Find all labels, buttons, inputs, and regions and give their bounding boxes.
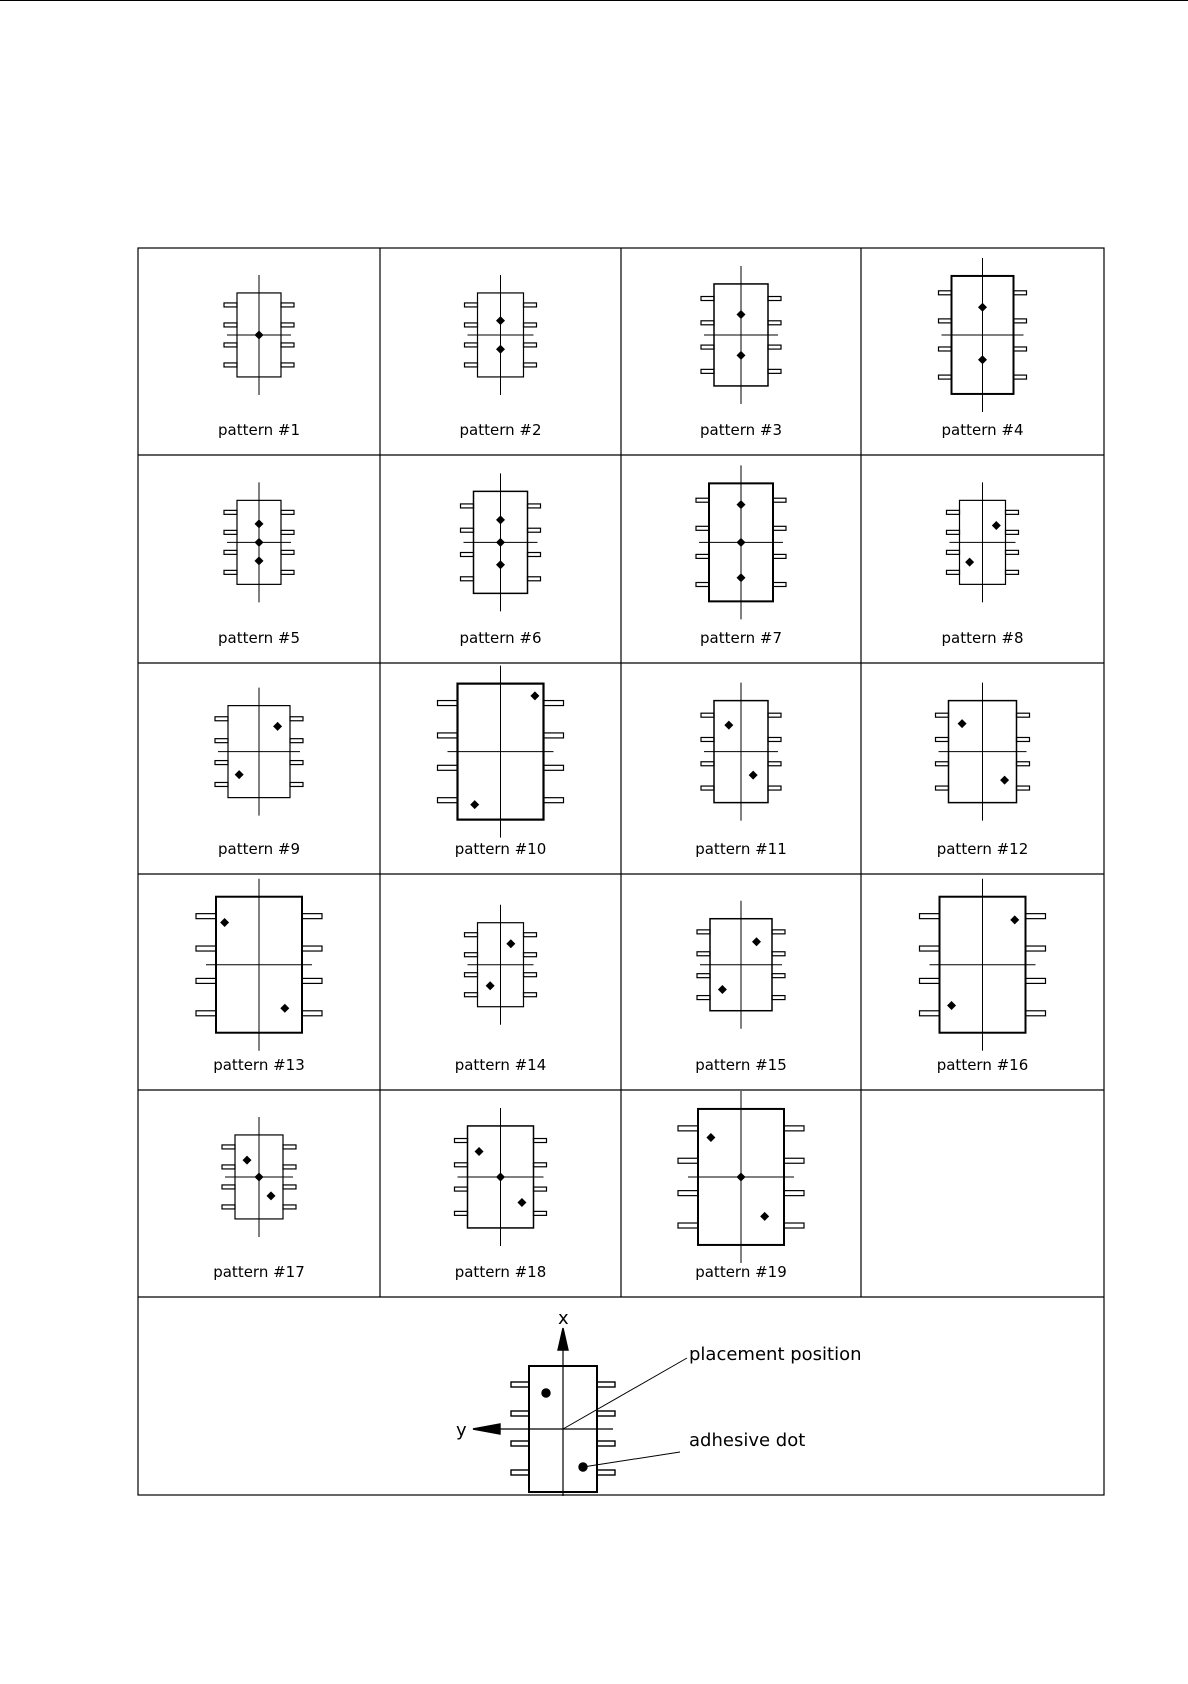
adhesive-dot-icon [486, 981, 495, 990]
component-lead [290, 782, 303, 786]
adhesive-dot-icon [470, 800, 479, 809]
component-lead [283, 1165, 296, 1169]
component-lead [534, 1187, 547, 1191]
placement-position-label: placement position [689, 1344, 862, 1365]
adhesive-dot-icon [737, 500, 746, 509]
pattern-cell [218, 482, 300, 647]
component-lead [465, 363, 478, 367]
component-lead [678, 1191, 698, 1196]
adhesive-dot-icon [718, 985, 727, 994]
component-lead [1017, 713, 1030, 717]
x-axis-arrow-icon [558, 1328, 568, 1350]
component-lead [290, 739, 303, 743]
adhesive-dot-icon [280, 1004, 289, 1013]
component-lead [224, 550, 237, 554]
adhesive-dot-icon [992, 521, 1001, 530]
adhesive-dot-icon [496, 560, 505, 569]
component-lead [939, 375, 952, 379]
adhesive-dot-icon [1000, 776, 1009, 785]
component-lead [1014, 347, 1027, 351]
adhesive-dot-icon [752, 937, 761, 946]
component-lead [224, 530, 237, 534]
component-lead [784, 1158, 804, 1163]
component-lead [528, 577, 541, 581]
component-lead [936, 737, 949, 741]
component-lead [465, 973, 478, 977]
component-lead [768, 321, 781, 325]
adhesive-dot-icon [267, 1191, 276, 1200]
component-lead [701, 321, 714, 325]
component-lead [544, 701, 564, 706]
component-lead [678, 1126, 698, 1131]
component-lead [768, 297, 781, 301]
adhesive-dot-icon [760, 1212, 769, 1221]
component-lead [224, 303, 237, 307]
component-lead [701, 345, 714, 349]
adhesive-dot-icon [496, 538, 505, 547]
component-lead [768, 762, 781, 766]
component-lead [773, 498, 786, 502]
pattern-label: pattern #15 [695, 1056, 787, 1074]
adhesive-dot-icon [255, 1172, 264, 1181]
component-lead [772, 952, 785, 956]
component-lead [768, 737, 781, 741]
adhesive-dot-icon [978, 355, 987, 364]
component-lead [283, 1205, 296, 1209]
pattern-label: pattern #7 [700, 629, 782, 647]
component-lead [222, 1205, 235, 1209]
adhesive-dot-icon [517, 1198, 526, 1207]
component-lead [678, 1158, 698, 1163]
adhesive-dot-icon [243, 1156, 252, 1165]
component-lead [939, 291, 952, 295]
component-lead [920, 946, 940, 951]
component-lead [947, 570, 960, 574]
legend-lead [511, 1382, 529, 1387]
component-lead [224, 343, 237, 347]
component-lead [1026, 946, 1046, 951]
pattern-label: pattern #6 [459, 629, 542, 647]
component-lead [936, 786, 949, 790]
component-lead [1014, 375, 1027, 379]
pattern-cell [696, 465, 786, 647]
component-lead [281, 530, 294, 534]
component-lead [222, 1185, 235, 1189]
component-lead [302, 978, 322, 983]
pattern-cell [438, 666, 564, 858]
pattern-label: pattern #10 [454, 840, 547, 858]
pattern-cell [695, 683, 787, 858]
component-lead [524, 363, 537, 367]
component-lead [281, 510, 294, 514]
component-lead [1006, 530, 1019, 534]
component-lead [936, 762, 949, 766]
component-lead [281, 303, 294, 307]
x-axis-label: x [558, 1308, 569, 1329]
component-lead [701, 786, 714, 790]
component-lead [196, 978, 216, 983]
component-lead [455, 1211, 468, 1215]
component-lead [701, 369, 714, 373]
component-lead [281, 363, 294, 367]
component-lead [224, 570, 237, 574]
component-lead [528, 528, 541, 532]
component-lead [1017, 762, 1030, 766]
component-lead [290, 761, 303, 765]
component-lead [1006, 550, 1019, 554]
pattern-label: pattern #13 [213, 1056, 305, 1074]
component-lead [784, 1223, 804, 1228]
pattern-label: pattern #3 [700, 421, 782, 439]
component-lead [524, 303, 537, 307]
adhesive-dot-icon [947, 1001, 956, 1010]
component-lead [534, 1211, 547, 1215]
component-lead [461, 553, 474, 557]
component-lead [455, 1163, 468, 1167]
component-lead [222, 1165, 235, 1169]
component-lead [528, 504, 541, 508]
pattern-label: pattern #12 [936, 840, 1029, 858]
adhesive-dot-icon [749, 771, 758, 780]
component-lead [544, 733, 564, 738]
component-lead [773, 583, 786, 587]
component-lead [283, 1145, 296, 1149]
component-lead [772, 996, 785, 1000]
legend-lead [511, 1470, 529, 1475]
adhesive-dot-icon [255, 519, 264, 528]
component-lead [1026, 1011, 1046, 1016]
component-lead [784, 1126, 804, 1131]
component-lead [701, 297, 714, 301]
pattern-cell [920, 879, 1046, 1074]
component-lead [215, 761, 228, 765]
component-lead [524, 953, 537, 957]
pattern-cell [936, 683, 1030, 858]
pattern-cell [455, 905, 547, 1074]
adhesive-dot-icon [724, 721, 733, 730]
adhesive-dot-icon [475, 1147, 484, 1156]
legend-lead [511, 1411, 529, 1416]
adhesive-dot-icon [496, 345, 505, 354]
component-lead [438, 798, 458, 803]
component-lead [1014, 291, 1027, 295]
component-lead [465, 323, 478, 327]
component-lead [461, 504, 474, 508]
component-lead [281, 343, 294, 347]
pattern-cell [460, 275, 542, 439]
legend-lead [597, 1382, 615, 1387]
component-lead [224, 363, 237, 367]
component-lead [1017, 786, 1030, 790]
component-lead [455, 1139, 468, 1143]
adhesive-dot-icon [496, 1172, 505, 1181]
component-lead [524, 933, 537, 937]
pattern-label: pattern #17 [213, 1263, 305, 1281]
pattern-label: pattern #8 [941, 629, 1024, 647]
component-lead [302, 914, 322, 919]
component-lead [215, 782, 228, 786]
component-lead [544, 765, 564, 770]
component-lead [534, 1163, 547, 1167]
component-lead [281, 550, 294, 554]
component-lead [465, 343, 478, 347]
component-lead [455, 1187, 468, 1191]
pattern-cell [213, 1117, 305, 1281]
component-lead [947, 510, 960, 514]
component-lead [768, 369, 781, 373]
legend-diagram [473, 1328, 687, 1496]
component-lead [544, 798, 564, 803]
component-lead [768, 345, 781, 349]
component-lead [196, 914, 216, 919]
component-lead [528, 553, 541, 557]
adhesive-dot-label: adhesive dot [689, 1430, 806, 1451]
component-lead [696, 526, 709, 530]
component-lead [697, 996, 710, 1000]
pattern-cell [218, 275, 300, 439]
component-lead [947, 550, 960, 554]
component-lead [222, 1145, 235, 1149]
component-lead [196, 1011, 216, 1016]
component-lead [936, 713, 949, 717]
pattern-label: pattern #16 [936, 1056, 1029, 1074]
adhesive-dot-icon [220, 918, 229, 927]
pattern-cell [942, 482, 1024, 647]
component-lead [465, 993, 478, 997]
component-lead [947, 530, 960, 534]
adhesive-dot-icon [965, 558, 974, 567]
pattern-label: pattern #19 [695, 1263, 787, 1281]
component-lead [281, 323, 294, 327]
component-lead [1026, 914, 1046, 919]
component-lead [524, 993, 537, 997]
legend-adhesive-dot [542, 1389, 550, 1397]
component-lead [290, 717, 303, 721]
placement-leader-line [563, 1358, 687, 1429]
adhesive-dot-icon [255, 556, 264, 565]
component-lead [283, 1185, 296, 1189]
pattern-cell [215, 688, 303, 858]
adhesive-dot-icon [496, 316, 505, 325]
component-lead [465, 953, 478, 957]
adhesive-dot-icon [1010, 915, 1019, 924]
component-lead [196, 946, 216, 951]
component-lead [224, 323, 237, 327]
component-lead [215, 717, 228, 721]
adhesive-dot-icon [235, 770, 244, 779]
component-lead [939, 319, 952, 323]
component-lead [1017, 737, 1030, 741]
adhesive-dot-icon [958, 719, 967, 728]
component-lead [1006, 510, 1019, 514]
pattern-label: pattern #18 [454, 1263, 547, 1281]
component-lead [281, 570, 294, 574]
component-lead [772, 974, 785, 978]
component-lead [696, 583, 709, 587]
component-lead [534, 1139, 547, 1143]
pattern-label: pattern #14 [454, 1056, 547, 1074]
legend-lead [597, 1441, 615, 1446]
component-lead [438, 765, 458, 770]
pattern-cell [695, 901, 787, 1074]
component-lead [768, 713, 781, 717]
component-lead [465, 933, 478, 937]
component-lead [697, 952, 710, 956]
pattern-label: pattern #5 [218, 629, 300, 647]
component-lead [939, 347, 952, 351]
component-lead [784, 1191, 804, 1196]
pattern-cell [939, 258, 1027, 439]
component-lead [524, 343, 537, 347]
component-lead [438, 701, 458, 706]
component-lead [302, 1011, 322, 1016]
component-lead [1026, 978, 1046, 983]
component-lead [773, 526, 786, 530]
legend-lead [597, 1411, 615, 1416]
legend-lead [511, 1441, 529, 1446]
y-axis-label: y [456, 1420, 467, 1441]
pattern-cell [700, 266, 782, 439]
adhesive-dot-icon [737, 538, 746, 547]
pattern-label: pattern #11 [695, 840, 787, 858]
pattern-cell [196, 879, 322, 1074]
y-axis-arrow-icon [473, 1424, 500, 1434]
component-lead [1014, 319, 1027, 323]
component-lead [224, 510, 237, 514]
adhesive-dot-icon [506, 939, 515, 948]
component-lead [461, 577, 474, 581]
pattern-label: pattern #4 [941, 421, 1024, 439]
component-lead [461, 528, 474, 532]
pattern-cell [455, 1108, 547, 1281]
legend-lead [597, 1470, 615, 1475]
pattern-label: pattern #2 [459, 421, 542, 439]
adhesive-dot-icon [255, 330, 264, 339]
component-lead [696, 498, 709, 502]
component-lead [524, 973, 537, 977]
component-lead [438, 733, 458, 738]
adhesive-dot-icon [255, 538, 264, 547]
component-lead [697, 974, 710, 978]
adhesive-dot-icon [737, 1172, 746, 1181]
pattern-cell [460, 473, 542, 647]
component-lead [302, 946, 322, 951]
adhesive-dot-icon [273, 722, 282, 731]
component-lead [920, 978, 940, 983]
adhesive-dot-icon [978, 303, 987, 312]
adhesive-dot-icon [530, 691, 539, 700]
component-lead [678, 1223, 698, 1228]
adhesive-dot-icon [737, 573, 746, 582]
pattern-cell [678, 1091, 804, 1281]
component-lead [696, 554, 709, 558]
component-lead [701, 737, 714, 741]
adhesive-dot-icon [737, 310, 746, 319]
component-lead [701, 762, 714, 766]
adhesive-dot-icon [706, 1133, 715, 1142]
component-lead [701, 713, 714, 717]
component-lead [773, 554, 786, 558]
component-lead [524, 323, 537, 327]
component-lead [697, 930, 710, 934]
component-lead [920, 914, 940, 919]
component-lead [768, 786, 781, 790]
component-lead [215, 739, 228, 743]
component-lead [920, 1011, 940, 1016]
component-lead [465, 303, 478, 307]
adhesive-dot-icon [496, 515, 505, 524]
pattern-label: pattern #1 [218, 421, 300, 439]
pattern-label: pattern #9 [218, 840, 300, 858]
component-lead [1006, 570, 1019, 574]
component-lead [772, 930, 785, 934]
adhesive-dot-icon [737, 351, 746, 360]
legend-adhesive-dot [579, 1463, 587, 1471]
